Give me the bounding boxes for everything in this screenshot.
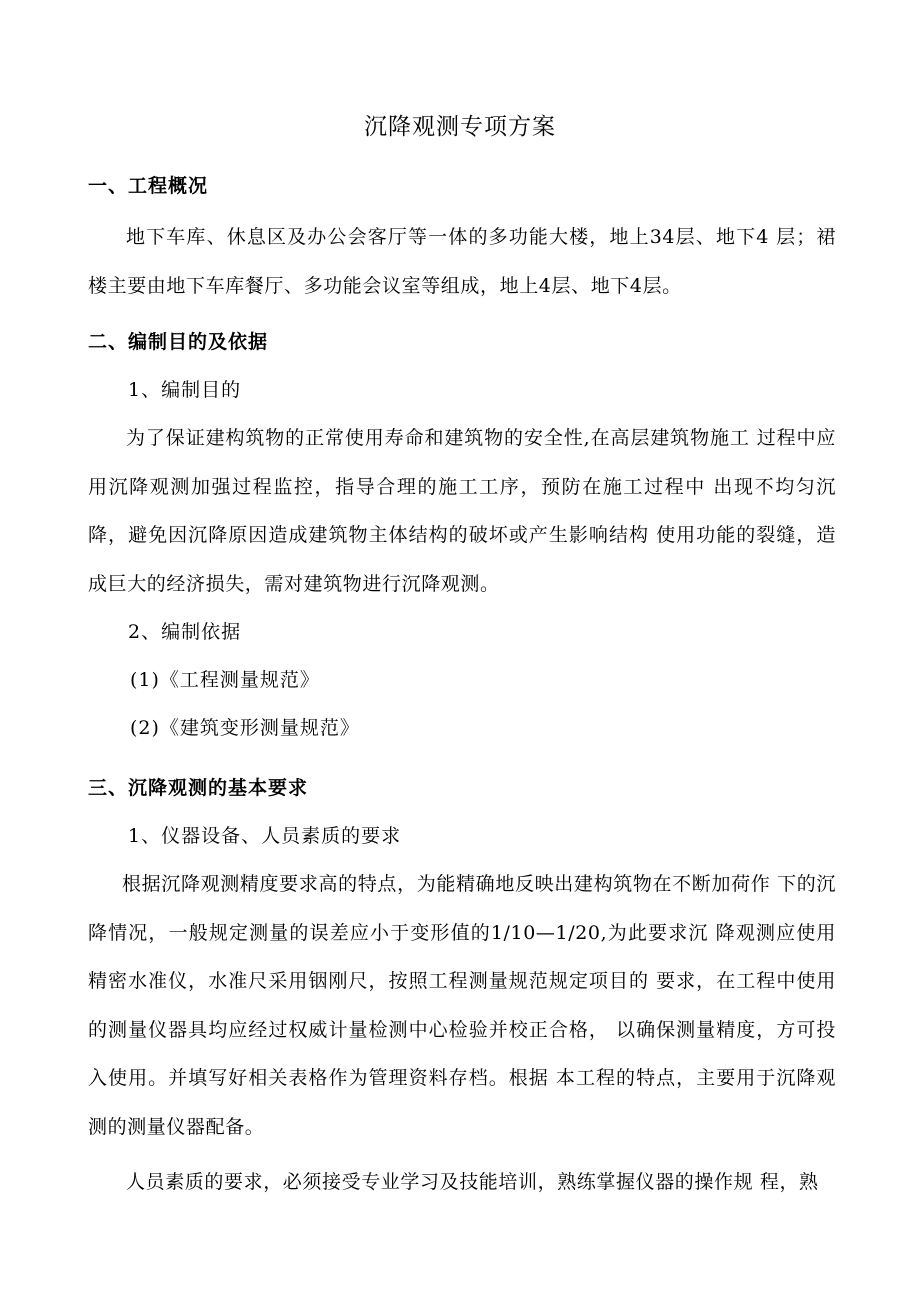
section-heading-requirements: 三、沉降观测的基本要求 <box>88 777 309 799</box>
subheading-basis: 2、编制依据 <box>128 621 242 643</box>
reference-item-1: (1)《工程测量规范》 <box>130 669 320 691</box>
section-heading-purpose-basis: 二、编制目的及依据 <box>88 331 269 353</box>
subheading-purpose: 1、编制目的 <box>128 379 242 401</box>
section-heading-overview: 一、工程概况 <box>88 175 209 197</box>
paragraph-personnel: 人员素质的要求，必须接受专业学习及技能培训，熟练掌握仪器的操作规 程，熟 <box>126 1171 819 1193</box>
paragraph-overview: 地下车库、休息区及办公会客厅等一体的多功能大楼，地上34层、地下4 层；裙楼主要由地下车库餐厅、多功能会议室等组成，地上4层、地下4层。 <box>88 226 836 297</box>
reference-item-2: (2)《建筑变形测量规范》 <box>130 717 360 739</box>
paragraph-instruments: 根据沉降观测精度要求高的特点，为能精确地反映出建构筑物在不断加荷作 下的沉降情况，一般规定测量的误差应小于变形值的1/10—1/20,为此要求沉 降观测应使用精密水准仪，水准尺采用铟刚尺，按照工程测量规范规定项目的 要求，在工程中使用的测量仪器具均应经过权威计量检测中心检验并校正合格， 以确保测量精度，方可投入使用。并填写好相关表格作为管理资料存档。根据 本工程的特点，主要用于沉降观测的测量仪器配备。 <box>88 873 836 1138</box>
document-title: 沉降观测专项方案 <box>364 114 556 140</box>
subheading-instruments-personnel: 1、仪器设备、人员素质的要求 <box>128 825 402 847</box>
paragraph-purpose: 为了保证建构筑物的正常使用寿命和建筑物的安全性,在高层建筑物施工 过程中应用沉降观测加强过程监控，指导合理的施工工序，预防在施工过程中 出现不均匀沉降，避免因沉降原因造成建筑物主体结构的破坏或产生影响结构 使用功能的裂缝，造成巨大的经济损失，需对建筑物进行沉降观测。 <box>88 427 836 595</box>
